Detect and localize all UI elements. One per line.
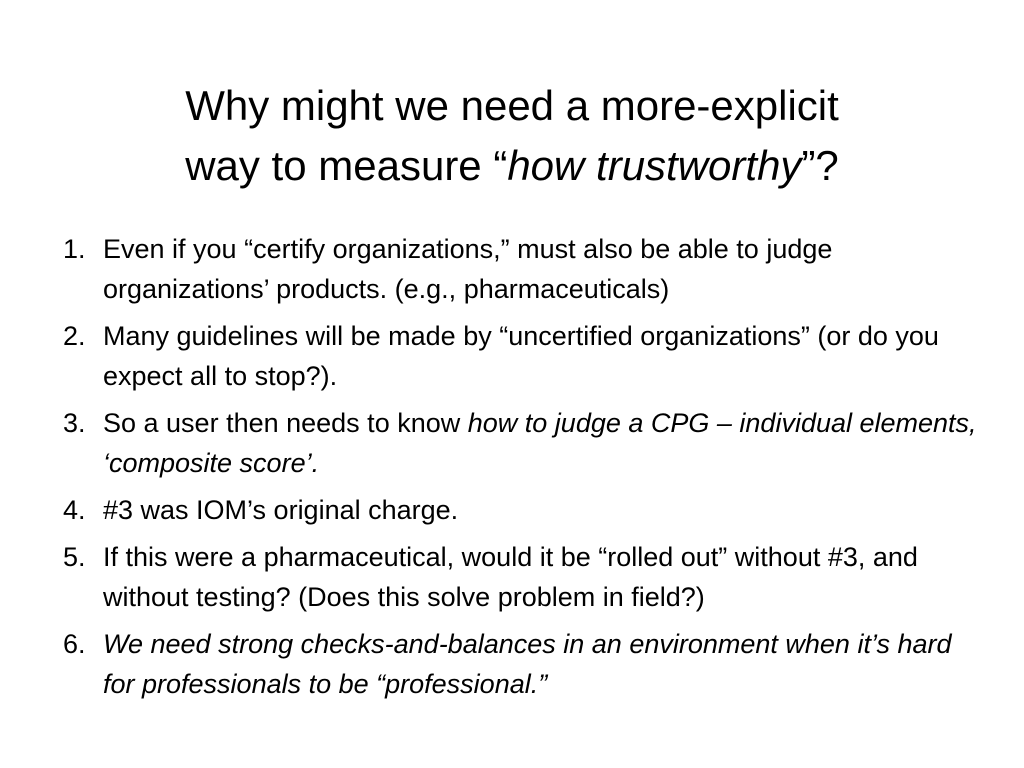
title-line-2-suffix: ”?	[801, 142, 839, 189]
title-line-2-italic: how trustworthy	[507, 142, 802, 189]
bullet-list	[63, 229, 983, 711]
list-item	[63, 229, 983, 309]
list-item-text: #3 was IOM’s original charge.	[103, 495, 459, 525]
list-item	[63, 316, 983, 396]
list-item-number: 5.	[63, 542, 86, 572]
list-item-text-prefix: So a user then needs to know	[103, 408, 468, 438]
list-item-number: 1.	[63, 234, 86, 264]
list-item-text-italic: how to judge a CPG – individual elements, ‘composite score’.	[103, 408, 977, 478]
list-item-number: 3.	[63, 408, 86, 438]
list-item	[63, 490, 983, 530]
list-item	[63, 624, 983, 704]
title-line-2-prefix: way to measure “	[185, 142, 508, 189]
list-item-text: If this were a pharmaceutical, would it be “rolled out” without #3, and without testing? (Does this solve problem in field?)	[103, 542, 918, 612]
title-line-2	[0, 136, 1024, 196]
list-item-number: 4.	[63, 495, 86, 525]
list-item-text: Even if you “certify organizations,” must also be able to judge organizations’ products. (e.g., pharmaceuticals)	[103, 234, 833, 304]
slide-title	[0, 76, 1024, 196]
list-item-text: Many guidelines will be made by “uncertified organizations” (or do you expect all to stop?).	[103, 321, 939, 391]
list-item-number: 6.	[63, 629, 86, 659]
list-item	[63, 537, 983, 617]
list-item-number: 2.	[63, 321, 86, 351]
list-item-text-italic: We need strong checks-and-balances in an environment when it’s hard for professionals to be “professional.”	[103, 629, 952, 699]
title-line-1: Why might we need a more-explicit	[185, 82, 839, 129]
list-item	[63, 403, 983, 483]
